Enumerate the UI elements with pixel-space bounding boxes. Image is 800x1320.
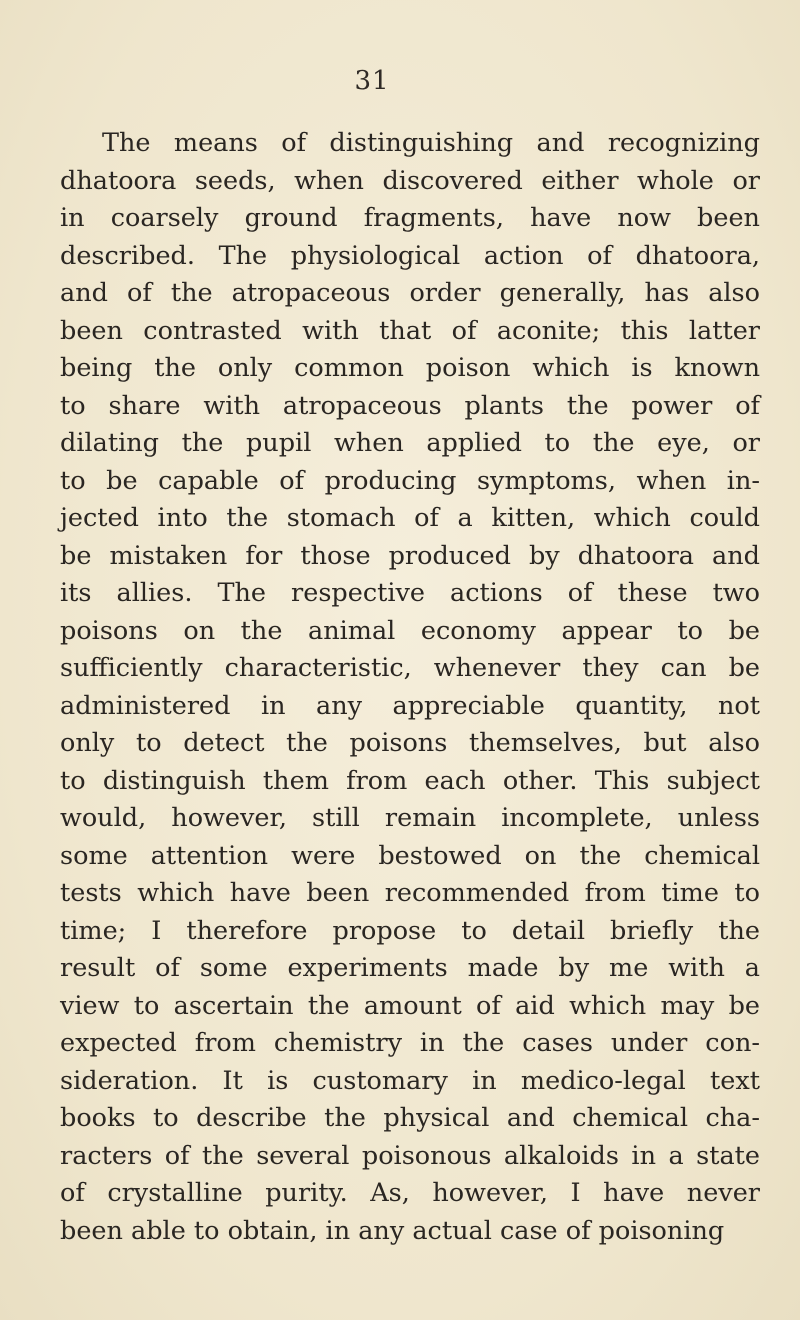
text-line: view to ascertain the amount of aid which may be: [60, 990, 760, 1021]
text-line: to distinguish them from each other. This subject: [60, 765, 760, 796]
text-line: dhatoora seeds, when discovered either whole or: [60, 165, 760, 196]
text-line: been contrasted with that of aconite; this latter: [60, 315, 760, 346]
text-line: being the only common poison which is known: [60, 353, 760, 383]
text-line: poisons on the animal economy appear to be: [60, 615, 760, 646]
body-paragraph: [60, 125, 760, 1250]
text-line: described. The physiological action of dhatoora,: [60, 240, 760, 271]
text-line: administered in any appreciable quantity, not: [60, 690, 760, 721]
page-number: 31: [354, 66, 390, 96]
text-line: to share with atropaceous plants the power of: [60, 390, 760, 421]
text-line: racters of the several poisonous alkaloids in a state: [60, 1140, 760, 1171]
text-line: of crystalline purity. As, however, I have never: [60, 1178, 760, 1208]
text-line: jected into the stomach of a kitten, which could: [60, 503, 760, 533]
text-line: only to detect the poisons themselves, but also: [60, 728, 760, 758]
text-line: The means of distinguishing and recognizing: [102, 128, 760, 158]
text-line: and of the atropaceous order generally, has also: [60, 278, 760, 308]
text-line: result of some experiments made by me with a: [60, 953, 760, 983]
text-line: tests which have been recommended from time to: [60, 878, 760, 908]
text-line: been able to obtain, in any actual case of poisoning: [60, 1215, 725, 1246]
text-line: its allies. The respective actions of these two: [60, 578, 760, 608]
text-line: sufficiently characteristic, whenever they can be: [60, 653, 760, 683]
text-line: would, however, still remain incomplete, unless: [60, 803, 760, 833]
text-line: to be capable of producing symptoms, when in-: [60, 465, 760, 496]
text-line: expected from chemistry in the cases under con-: [60, 1028, 760, 1058]
text-line: sideration. It is customary in medico-legal text: [60, 1065, 760, 1096]
text-line: in coarsely ground fragments, have now been: [60, 203, 760, 233]
text-line: time; I therefore propose to detail briefly the: [60, 915, 760, 946]
text-line: be mistaken for those produced by dhatoora and: [60, 540, 760, 571]
text-line: some attention were bestowed on the chemical: [60, 840, 760, 871]
text-line: books to describe the physical and chemical cha-: [60, 1103, 760, 1133]
text-line: dilating the pupil when applied to the eye, or: [60, 428, 760, 458]
